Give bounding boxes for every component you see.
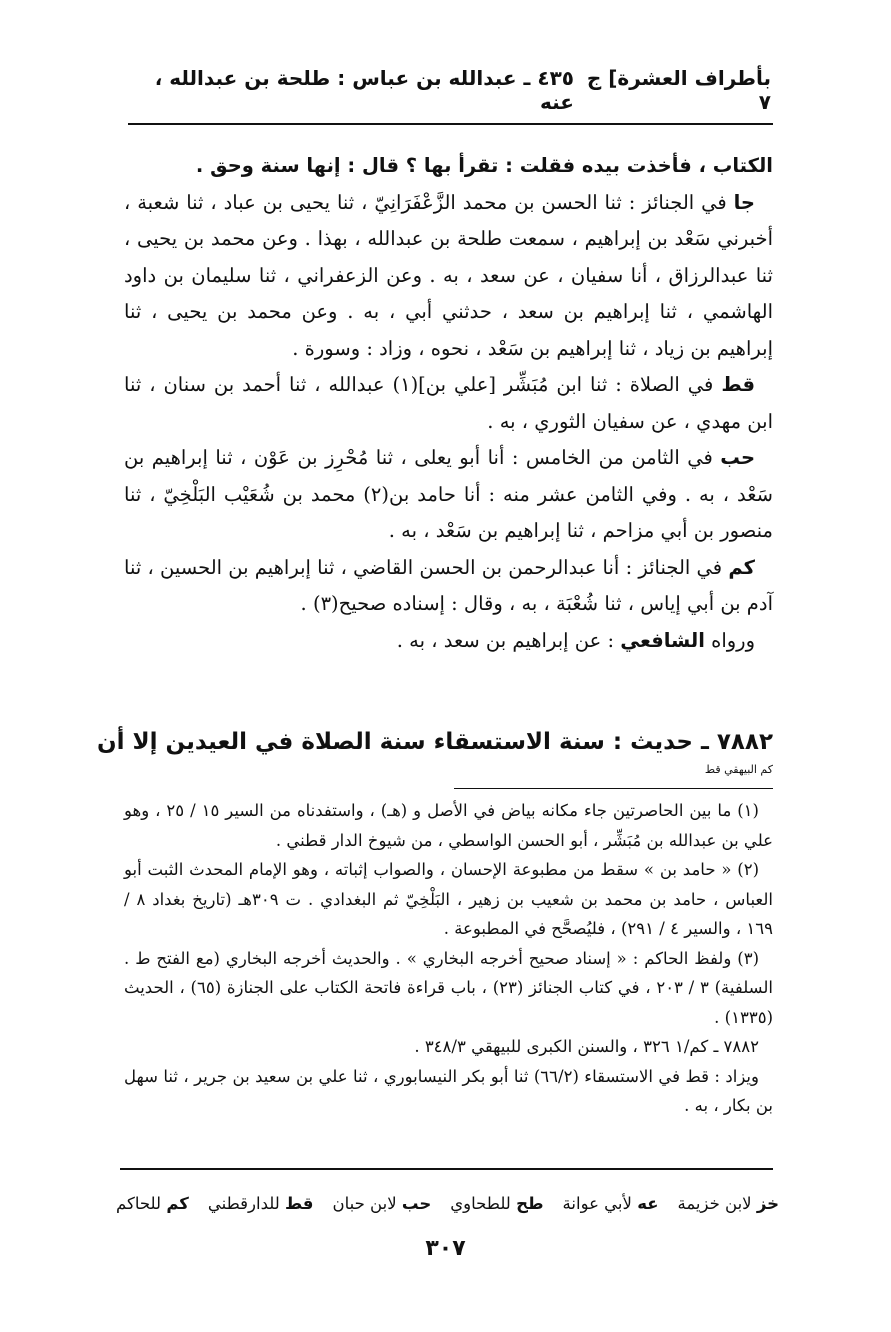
legend-item xyxy=(116,1194,189,1213)
hadith-title: ٧٨٨٢ ـ حديث : سنة الاستسقاء سنة الصلاة في العيدين إلا أن xyxy=(96,729,773,755)
book-volume: بأطراف العشرة] ج ٧ xyxy=(586,66,771,114)
legend-desc: للطحاوي xyxy=(450,1193,511,1213)
header-divider xyxy=(128,123,773,125)
running-header xyxy=(128,68,771,112)
legend-item xyxy=(332,1194,431,1213)
legend-item xyxy=(450,1194,543,1213)
paragraph-qt xyxy=(124,367,773,440)
footnote: (٢) « حامد بن » سقط من مطبوعة الإحسان ، والصواب إثباته ، وهو الإمام المحدث الثبت أبو العباس ، حامد بن محمد بن شعيب بن زهير ، البَلْخِيّ ثم البغدادي . ت ٣٠٩هـ (تاريخ بغداد ٨ / ١٦٩ ، والسير ٤ / ٢٩١) ، فليُصحَّح في المطبوعة . xyxy=(124,860,773,938)
legend-desc: لأبي عوانة xyxy=(562,1193,632,1213)
footnote: ويزاد : قط في الاستسقاء (٦٦/٢) ثنا أبو بكر النيسابوري ، ثنا علي بن سعيد بن جرير ، ثنا سهل بن بكار ، به . xyxy=(124,1066,773,1115)
legend-desc: لابن خزيمة xyxy=(677,1193,752,1213)
legend-desc: لابن حبان xyxy=(332,1193,397,1213)
legend-item xyxy=(678,1194,780,1213)
source-symbol: حب xyxy=(720,446,755,469)
abbreviation-legend xyxy=(116,1188,779,1218)
paragraph-km xyxy=(124,550,773,623)
legend-item xyxy=(563,1194,659,1213)
main-text xyxy=(124,148,773,659)
legend-code: قط xyxy=(284,1193,314,1213)
paragraph-text: في الجنائز : أنا عبدالرحمن بن الحسن القاضي ، ثنا إبراهيم بن الحسين ، ثنا آدم بن أبي إياس ، ثنا شُعْبَة ، به ، وقال : إسناده صحيح(٣) . xyxy=(124,555,773,615)
footnote-divider xyxy=(454,788,773,789)
hadith-heading xyxy=(96,729,773,776)
continuation-line xyxy=(124,148,773,185)
paragraph-text: في الثامن من الخامس : أنا أبو يعلى ، ثنا مُحْرِز بن عَوْن ، ثنا إبراهيم بن سَعْد ، به . وفي الثامن عشر منه : أنا حامد بن(٢) محمد بن شُعَيْب البَلْخِيّ ، ثنا منصور بن أبي مزاحم ، ثنا إبراهيم بن سَعْد ، به . xyxy=(124,446,773,542)
paragraph-shafii xyxy=(124,623,773,660)
legend-desc: للدارقطني xyxy=(207,1193,280,1213)
footnotes xyxy=(124,796,773,1121)
legend-code: طح xyxy=(516,1193,544,1213)
paragraph-text: في الصلاة : ثنا ابن مُبَشِّر [علي بن](١) عبدالله ، ثنا أحمد بن سنان ، ثنا ابن مهدي ، عن سفيان الثوري ، به . xyxy=(124,373,773,433)
footnote: (٣) ولفظ الحاكم : « إسناد صحيح أخرجه البخاري » . والحديث أخرجه البخاري (مع الفتح ط . السلفية) ٣ / ٢٠٣ ، في كتاب الجنائز (٢٣) ، باب قراءة فاتحة الكتاب على الجنازة (٦٥) ، الحديث (١٣٣٥) . xyxy=(124,948,773,1027)
source-symbol: الشافعي xyxy=(620,628,705,652)
paragraph-ja xyxy=(124,185,773,368)
source-symbol: جا xyxy=(733,190,755,214)
legend-item xyxy=(208,1194,314,1213)
legend-code: عه xyxy=(637,1193,659,1213)
paragraph-text: في الجنائز : ثنا الحسن بن محمد الزَّعْفَرَانِيّ ، ثنا يحيى بن عباد ، ثنا شعبة ، أخبرني سَعْد بن إبراهيم ، سمعت طلحة بن عبدالله ، بهذا . وعن محمد بن يحيى ، ثنا عبدالرزاق ، أنا سفيان ، عن سعد ، به . وعن الزعفراني ، ثنا سليمان بن داود الهاشمي ، ثنا إبراهيم بن سعد ، حدثني أبي ، به . وعن محمد بن يحيى ، ثنا إبراهيم بن زياد ، ثنا إبراهيم بن سَعْد ، نحوه ، وزاد : وسورة . xyxy=(124,190,773,360)
paragraph-hb xyxy=(124,440,773,550)
footnote: (١) ما بين الحاصرتين جاء مكانه بياض في الأصل و (هـ) ، واستفدناه من السير ١٥ / ٢٥ ، وهو علي بن عبدالله بن مُبَشِّر ، أبو الحسن الواسطي ، من شيوخ الدار قطني . xyxy=(124,801,773,850)
legend-divider xyxy=(120,1168,773,1170)
source-symbol: قط xyxy=(721,373,755,396)
legend-code: حب xyxy=(401,1193,432,1213)
footnote: ٧٨٨٢ ـ كم/١ ٣٢٦ ، والسنن الكبرى للبيهقي ٣٤٨/٣ . xyxy=(414,1037,759,1056)
paragraph-text: : عن إبراهيم بن سعد ، به . xyxy=(396,628,621,652)
legend-desc: للحاكم xyxy=(116,1193,162,1213)
source-symbol: كم xyxy=(728,555,755,579)
paragraph-prefix: ورواه xyxy=(704,628,755,652)
page-number: ٣٠٧ xyxy=(425,1236,466,1261)
section-title: ٤٣٥ ـ عبدالله بن عباس : طلحة بن عبدالله ، عنه xyxy=(154,66,574,114)
legend-code: خز xyxy=(756,1193,779,1213)
hadith-sources: كم البيهقي قط xyxy=(704,763,773,776)
legend-code: كم xyxy=(166,1193,189,1213)
continuation-text: الكتاب ، فأخذت بيده فقلت : تقرأ بها ؟ قال : إنها سنة وحق . xyxy=(195,154,773,177)
